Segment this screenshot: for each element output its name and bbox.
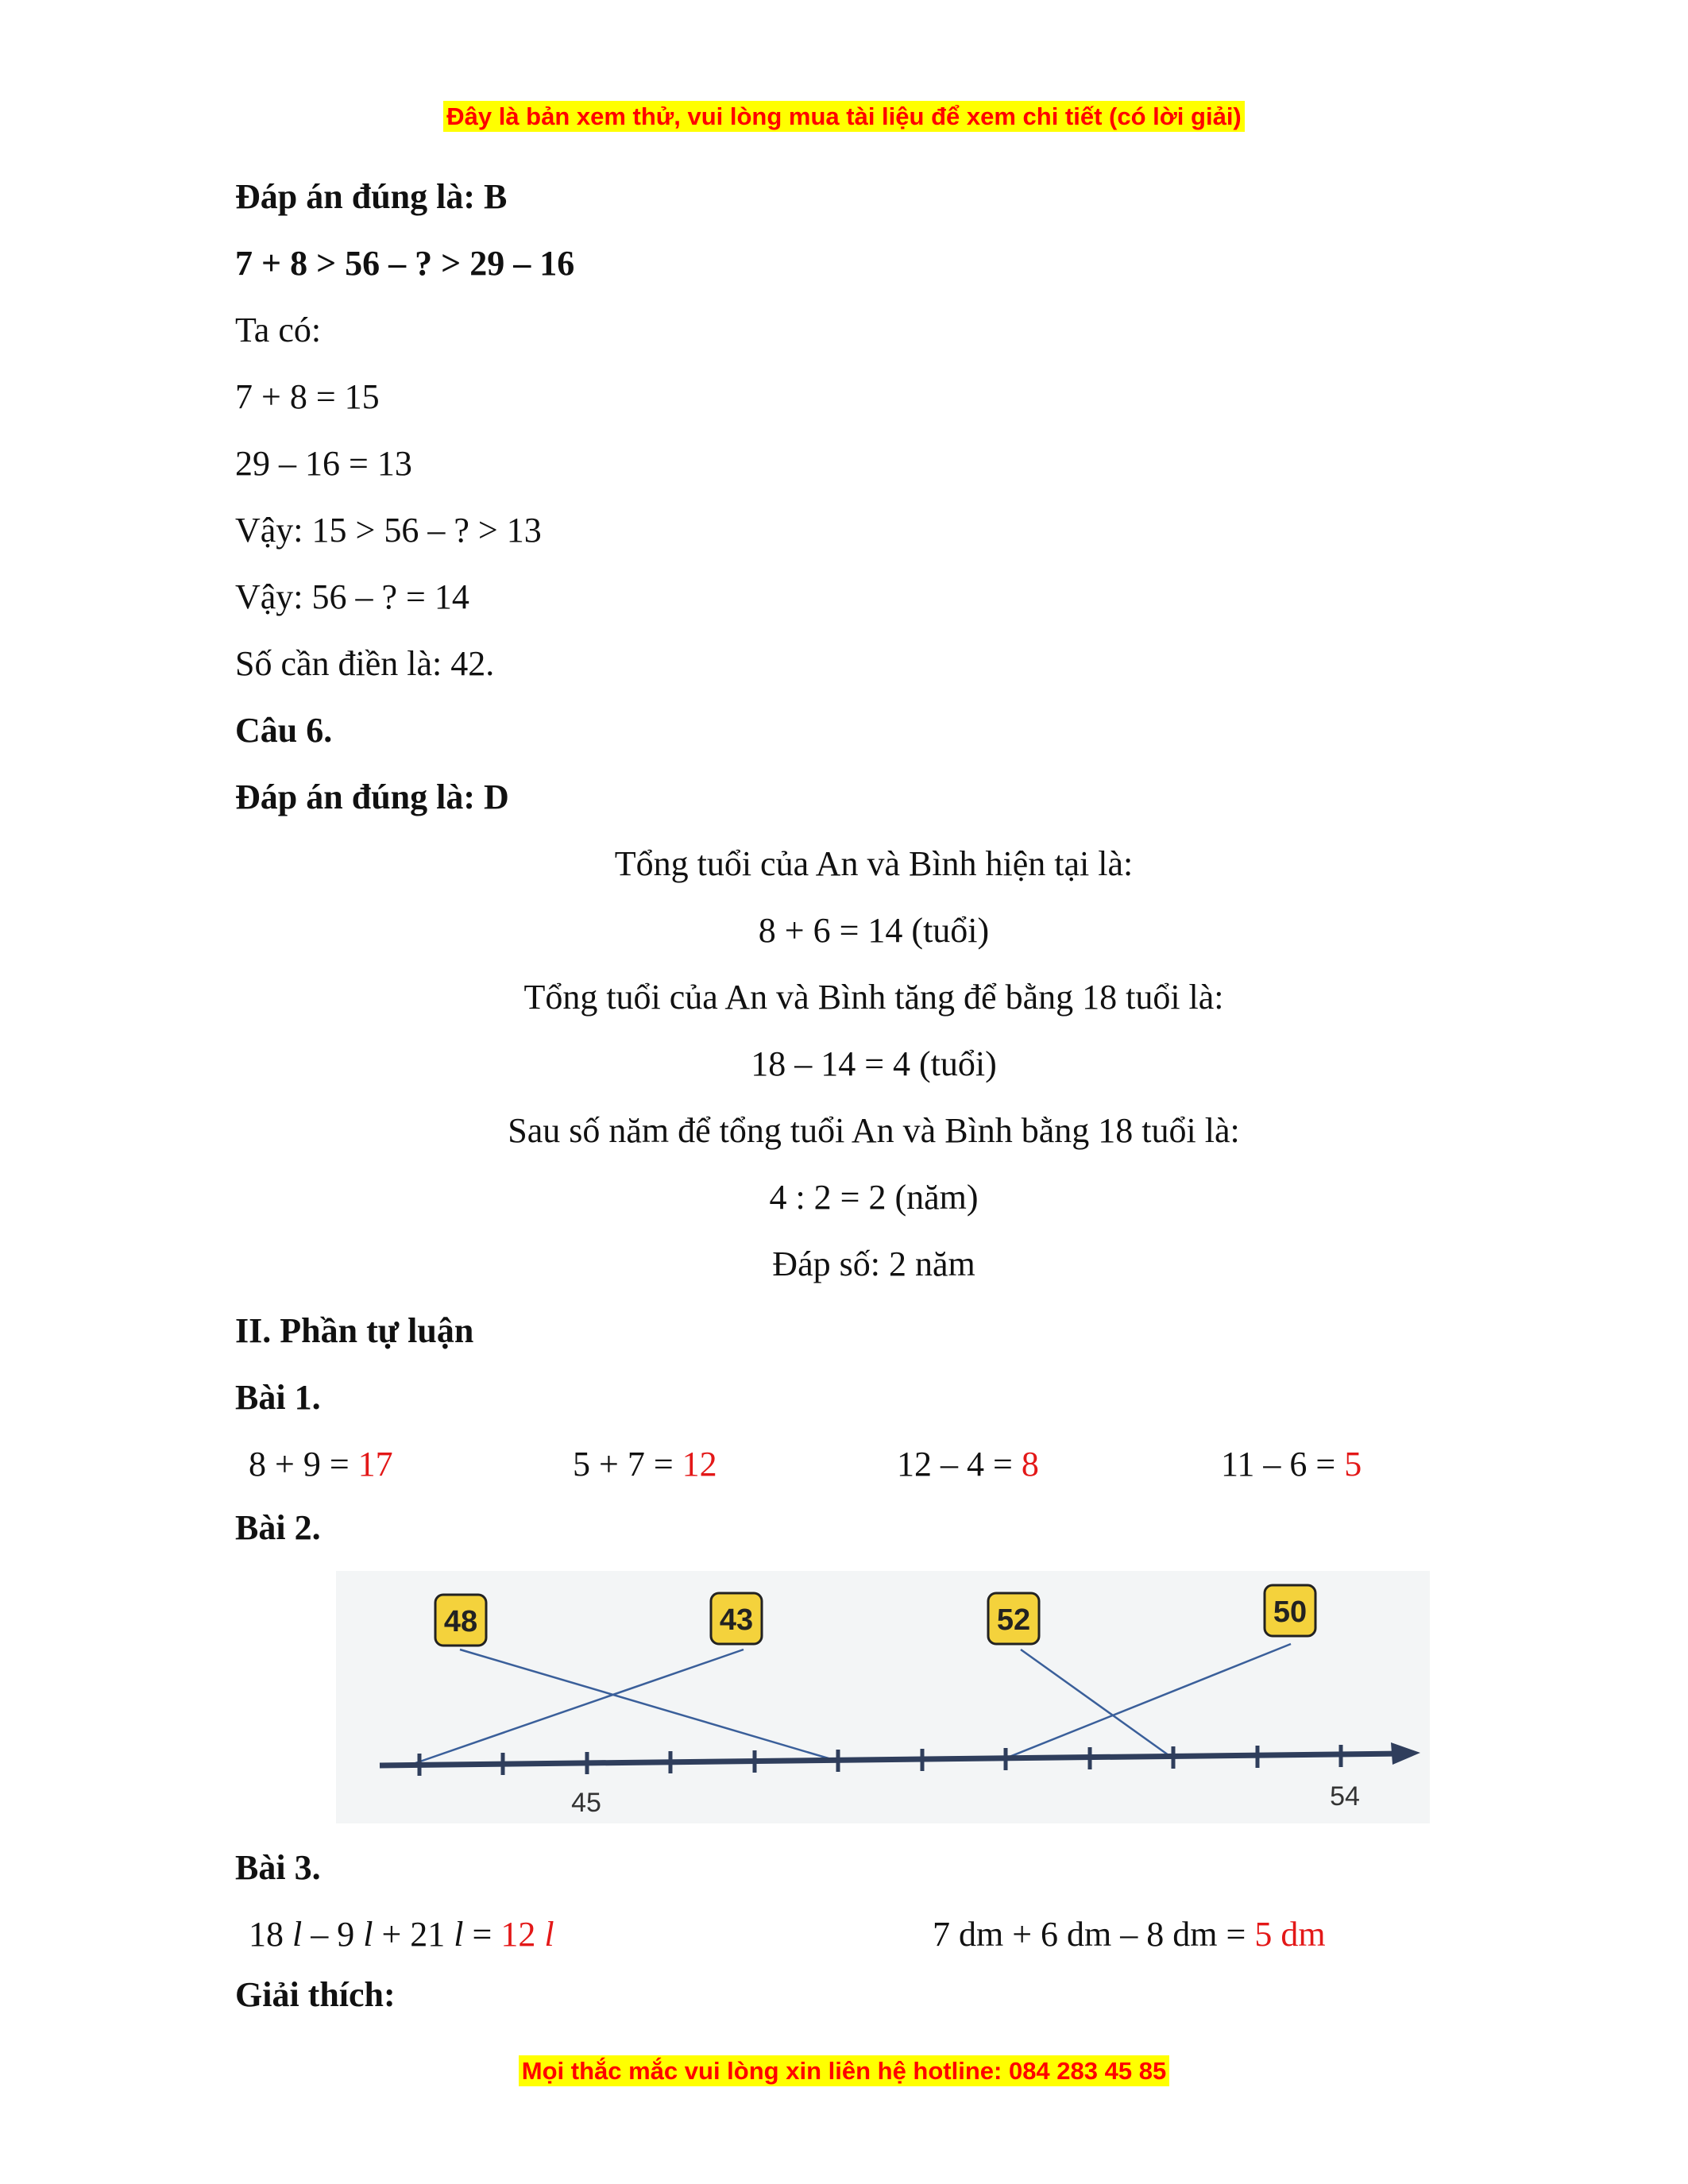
number-box-label: 48 [443,1605,478,1638]
equation-answer: 12 l [500,1915,554,1954]
exercise-title: Bài 3. [235,1848,321,1887]
final-answer: Đáp số: 2 năm [772,1244,975,1283]
exercise-title: Bài 2. [235,1508,321,1547]
number-box-label: 43 [719,1603,754,1637]
hotline-banner-text: Mọi thắc mắc vui lòng xin liên hệ hotline: 084 283 45 85 [519,2055,1169,2086]
axis-label: 45 [571,1788,601,1818]
preview-banner-text: Đây là bản xem thử, vui lòng mua tài liệu để xem chi tiết (có lời giải) [443,101,1245,132]
text-line: 29 – 16 = 13 [235,444,412,483]
number-box [435,1595,486,1646]
equation-answer: 17 [357,1445,393,1484]
section-title: II. Phần tự luận [235,1311,474,1350]
number-box-label: 50 [1273,1596,1308,1629]
text-line: Ta có: [235,311,322,349]
equation-answer: 5 [1344,1445,1362,1484]
equation-item: 8 + 9 = 17 [249,1445,393,1484]
equation-answer: 5 dm [1254,1915,1326,1954]
hotline-banner [0,2057,1688,2086]
equation-answer: 12 [682,1445,717,1484]
number-line-svg [336,1571,1430,1823]
equation-answer: 8 [1021,1445,1039,1484]
match-line [460,1650,836,1761]
equation-item: 18 l – 9 l + 21 l = 12 l [249,1915,554,1954]
text-line: Vậy: 15 > 56 – ? > 13 [235,511,542,550]
number-line-arrow [1391,1742,1420,1765]
number-box [988,1593,1039,1644]
solution-line: 4 : 2 = 2 (năm) [769,1178,979,1217]
number-box-label: 52 [996,1603,1031,1637]
text-line: Số cần điền là: 42. [235,644,495,683]
solution-line: Tổng tuổi của An và Bình tăng để bằng 18 tuổi là: [523,978,1224,1017]
number-line-figure [336,1571,1430,1823]
exercise-title: Bài 1. [235,1378,321,1417]
solution-line: Tổng tuổi của An và Bình hiện tại là: [614,844,1134,883]
text-line: Vậy: 56 – ? = 14 [235,577,469,616]
text-line: 7 + 8 = 15 [235,377,380,416]
explanation-title: Giải thích: [235,1975,396,2014]
match-line [415,1650,744,1763]
solution-line: Sau số năm để tổng tuổi An và Bình bằng 18 tuổi là: [508,1111,1240,1150]
axis-label: 54 [1330,1781,1360,1812]
equation-item: 12 – 4 = 8 [897,1445,1039,1484]
equation-item: 5 + 7 = 12 [573,1445,717,1484]
number-box [1265,1585,1315,1636]
equation-item: 11 – 6 = 5 [1221,1445,1362,1484]
answer-line: Đáp án đúng là: D [235,778,509,816]
number-box [711,1593,762,1644]
question-title: Câu 6. [235,711,333,750]
solution-line: 8 + 6 = 14 (tuổi) [758,911,990,950]
number-line-axis [380,1754,1404,1765]
solution-line: 18 – 14 = 4 (tuổi) [751,1044,997,1083]
match-line [1002,1644,1291,1760]
problem-line: 7 + 8 > 56 – ? > 29 – 16 [235,244,575,283]
equation-item: 7 dm + 6 dm – 8 dm = 5 dm [933,1915,1326,1954]
preview-banner [0,102,1688,131]
answer-line: Đáp án đúng là: B [235,177,508,216]
